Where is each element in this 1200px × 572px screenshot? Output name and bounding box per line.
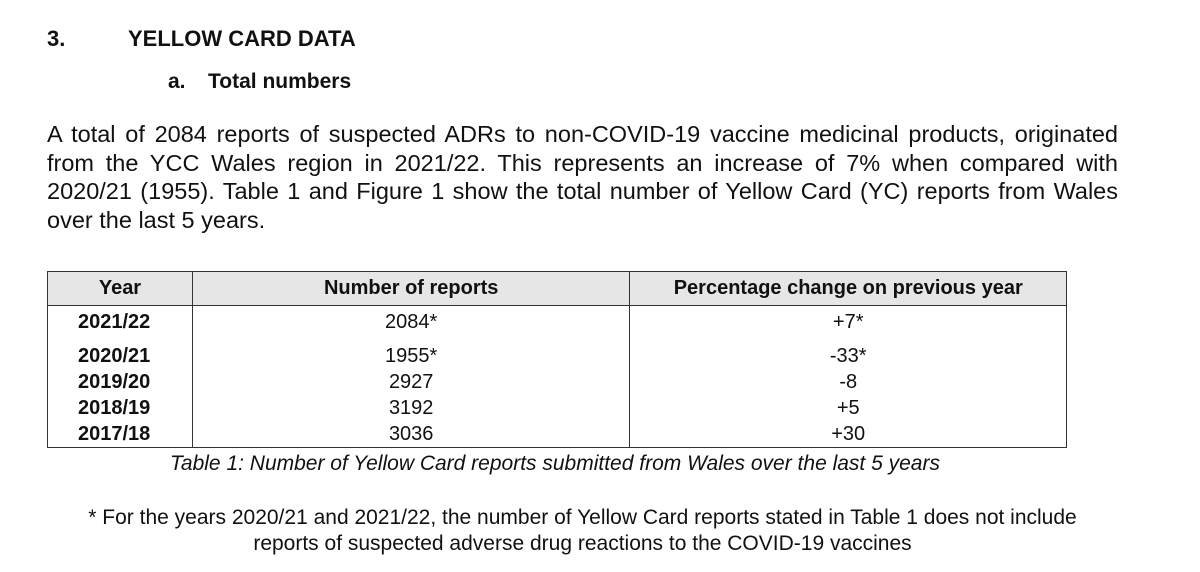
row-change: -33* — [630, 339, 1067, 369]
table-row — [48, 306, 1067, 340]
footnote — [47, 505, 1118, 557]
row-year: 2020/21 — [48, 339, 193, 369]
footnote-line-2: reports of suspected adverse drug reactions to the COVID-19 vaccines — [253, 532, 912, 555]
table-row — [48, 339, 1067, 369]
header-percentage-change: Percentage change on previous year — [630, 272, 1067, 306]
table-row — [48, 395, 1067, 421]
header-number-of-reports: Number of reports — [192, 272, 630, 306]
table-row — [48, 421, 1067, 448]
subsection-title: Total numbers — [208, 70, 352, 93]
row-reports: 2084* — [192, 306, 630, 340]
row-year: 2019/20 — [48, 369, 193, 395]
row-reports: 3192 — [192, 395, 630, 421]
yellow-card-table — [47, 271, 1067, 448]
row-change: +5 — [630, 395, 1067, 421]
row-reports: 3036 — [192, 421, 630, 448]
table-header-row — [48, 272, 1067, 306]
row-change: -8 — [630, 369, 1067, 395]
row-year: 2021/22 — [48, 306, 193, 340]
footnote-line-1: * For the years 2020/21 and 2021/22, the number of Yellow Card reports stated in Table 1 does not include — [88, 506, 1077, 529]
row-change: +7* — [630, 306, 1067, 340]
subsection-heading — [168, 70, 351, 94]
row-reports: 2927 — [192, 369, 630, 395]
section-title: YELLOW CARD DATA — [128, 26, 356, 51]
body-paragraph: A total of 2084 reports of suspected ADRs to non-COVID-19 vaccine medicinal products, originated from the YCC Wales region in 2021/22. This represents an increase of 7% when compared with 2020/21 (1955). Table 1 and Figure 1 show the total number of Yellow Card (YC) reports from Wales over the last 5 years. — [47, 121, 1118, 233]
row-reports: 1955* — [192, 339, 630, 369]
header-year: Year — [48, 272, 193, 306]
row-change: +30 — [630, 421, 1067, 448]
row-year: 2018/19 — [48, 395, 193, 421]
subsection-letter: a. — [168, 70, 186, 93]
table-row — [48, 369, 1067, 395]
table-caption: Table 1: Number of Yellow Card reports submitted from Wales over the last 5 years — [170, 452, 940, 475]
section-number: 3. — [47, 26, 66, 51]
row-year: 2017/18 — [48, 421, 193, 448]
